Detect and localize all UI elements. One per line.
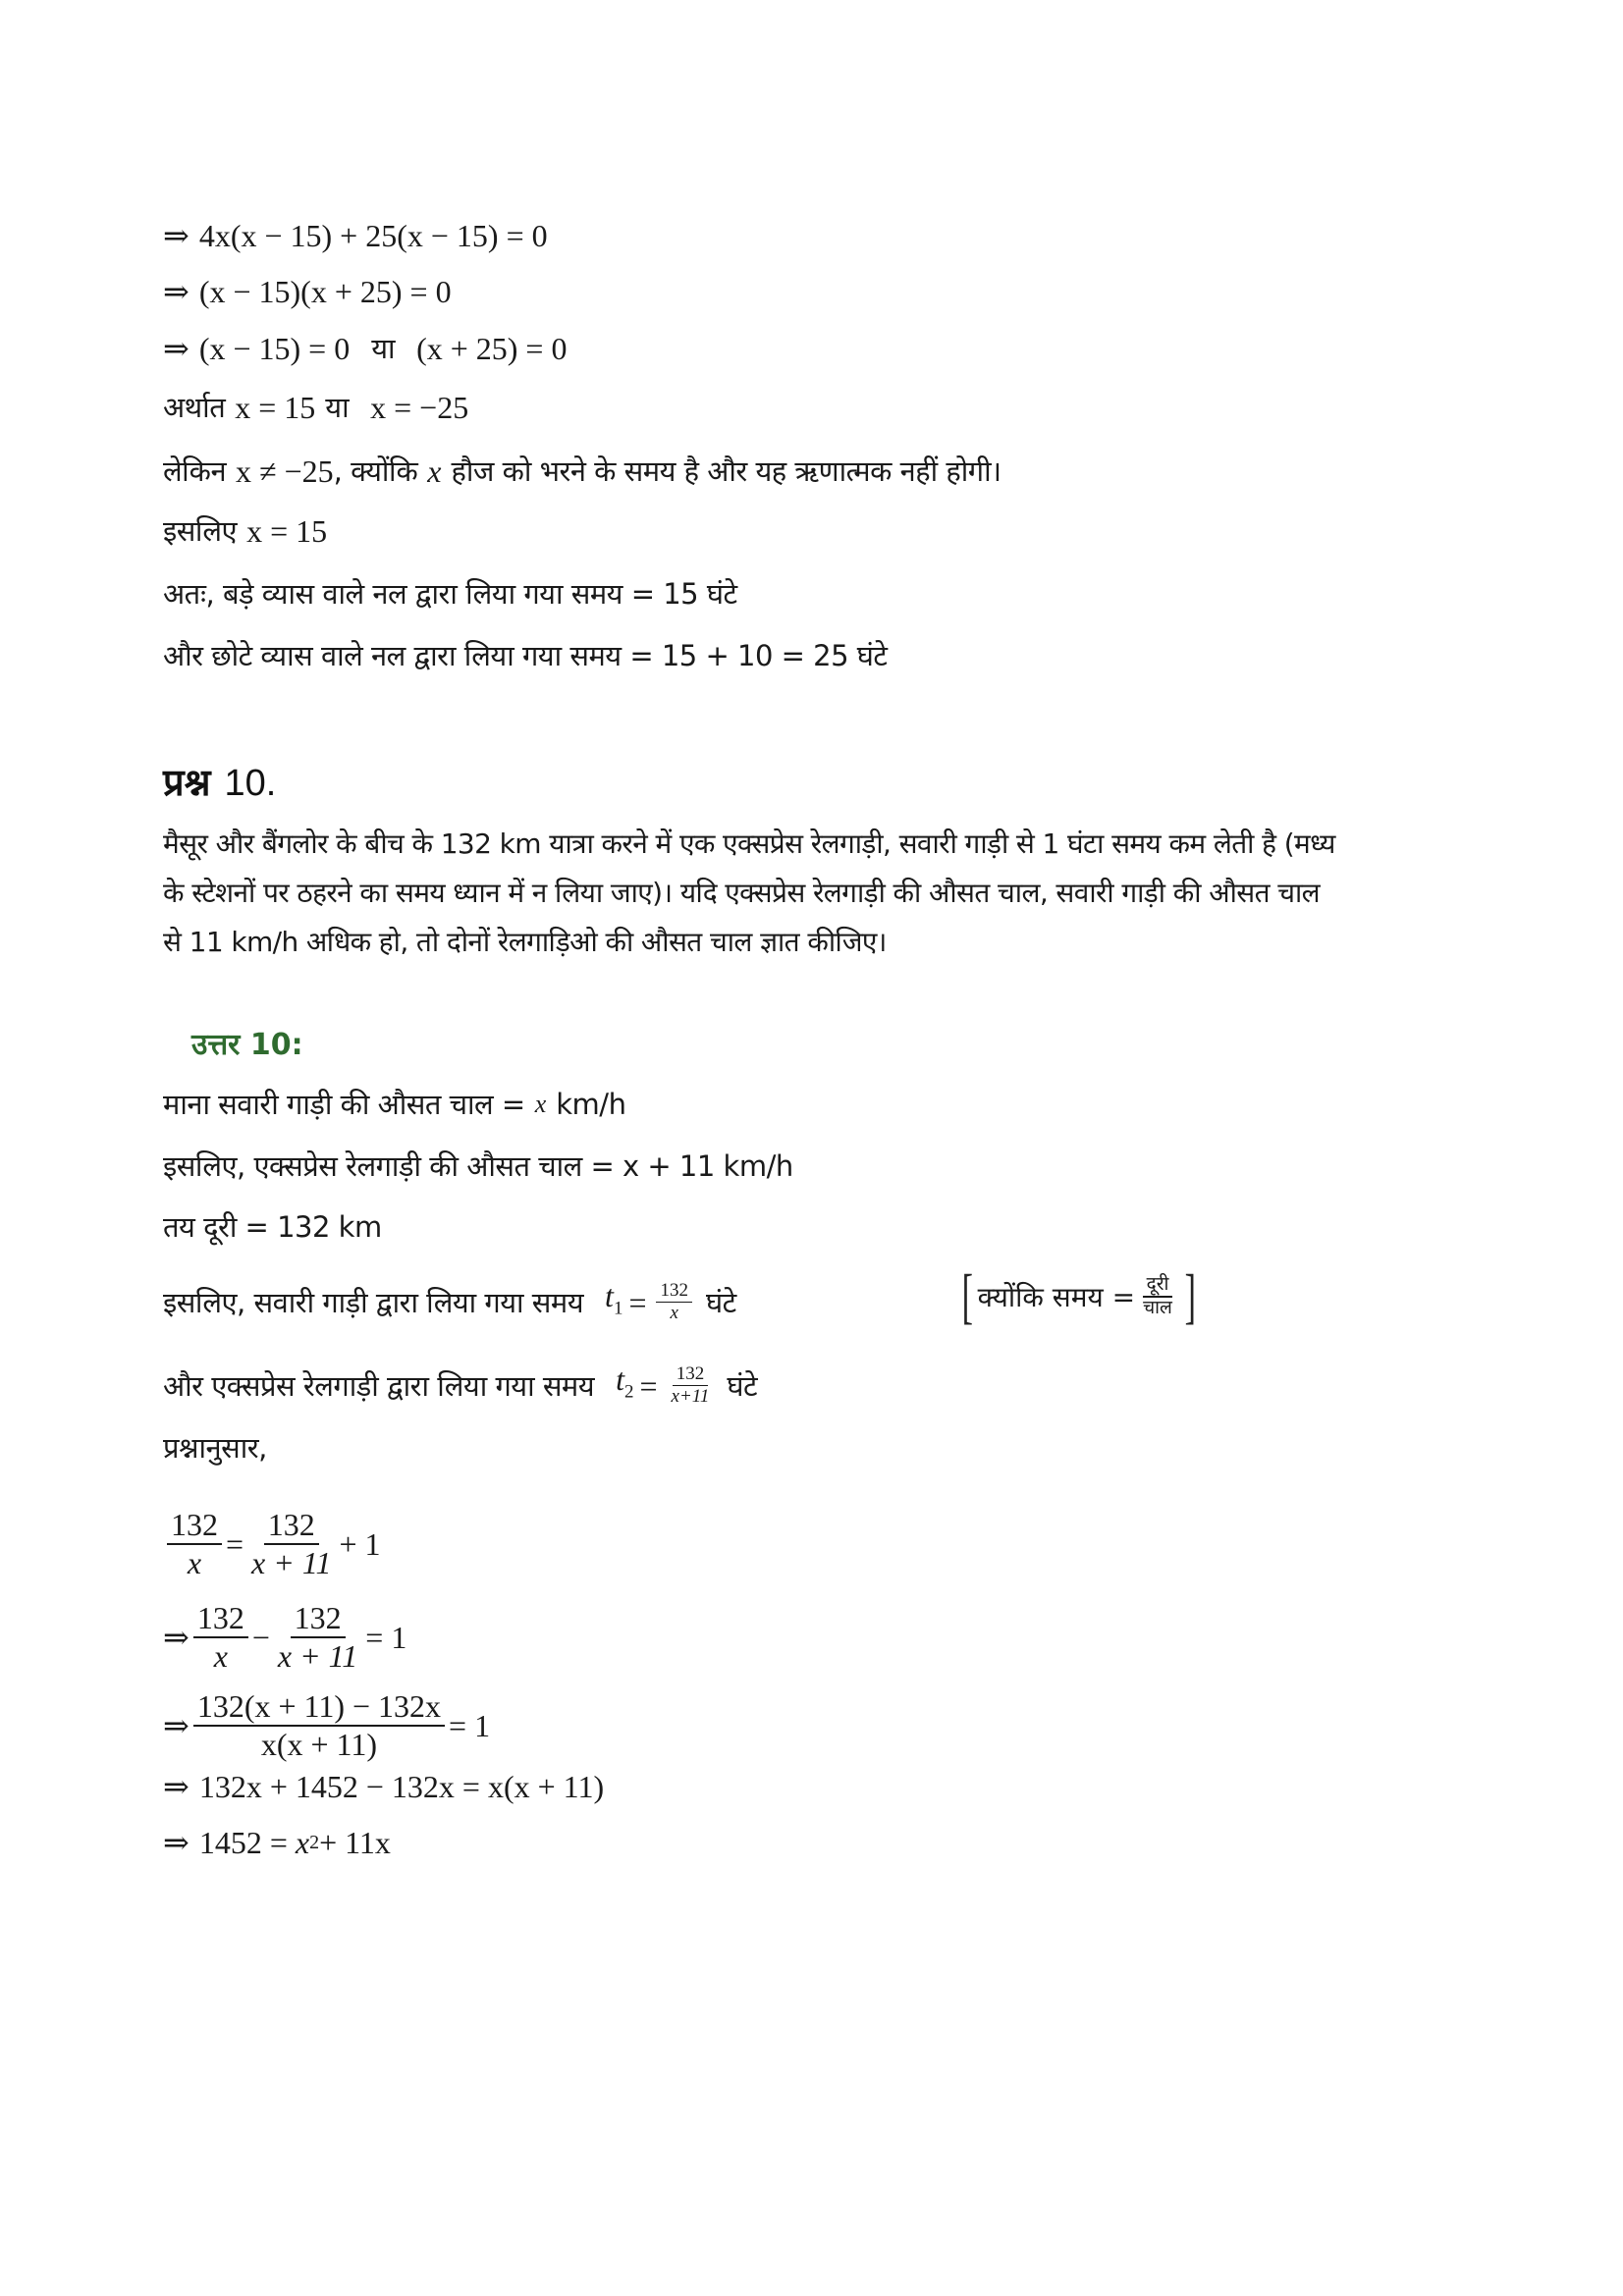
equation: 4x(x − 15) + 25(x − 15) = 0 (198, 218, 548, 253)
solution-line-3 (163, 329, 567, 368)
equation: (x + 25) = 0 (416, 331, 568, 366)
question-number: 10. (224, 763, 277, 804)
left-bracket: [ (961, 1263, 974, 1330)
solution-line-8 (163, 636, 888, 675)
equation-2: ⇒ $\frac{132}{x}$ − $\frac{132}{x + 11}$ = 1 (163, 1600, 407, 1674)
text: और छोटे व्यास वाले नल द्वारा लिया गया समय = 15 + 10 = 25 घंटे (163, 639, 888, 672)
denominator: x+11 (671, 1386, 710, 1408)
text: इसलिए (163, 514, 238, 548)
text: हौज को भरने के समय है और यह ऋणात्मक नहीं होगी। (451, 454, 1001, 488)
solution-line-5 (163, 452, 1001, 491)
unit: घंटे (727, 1368, 758, 1403)
question-label: प्रश्न (163, 761, 211, 804)
text: तय दूरी = 132 km (163, 1210, 382, 1244)
right-bracket: ] (1184, 1263, 1196, 1330)
text: , क्योंकि (333, 454, 418, 488)
equation-5: ⇒ 1452 = x 2 + 11x (163, 1825, 391, 1860)
equation: x = 15 (246, 513, 328, 549)
text: प्रश्नानुसार, (163, 1431, 267, 1465)
time-variable: $t_1$ (605, 1278, 623, 1319)
fraction: $\frac{132}{x + 11}$ (251, 1507, 332, 1580)
implies-symbol: ⇒ (163, 1825, 189, 1860)
connector-text: या (325, 391, 350, 424)
equation: x = −25 (370, 390, 469, 425)
fraction (656, 1280, 692, 1324)
text: और एक्सप्रेस रेलगाड़ी द्वारा लिया गया समय (163, 1368, 595, 1403)
numerator: 132 (673, 1363, 709, 1386)
answer-step-1 (163, 1085, 625, 1124)
equation: (x − 15)(x + 25) = 0 (198, 274, 452, 309)
fraction (1139, 1274, 1176, 1319)
equation: x = 15 (235, 390, 316, 425)
answer-step-6 (163, 1428, 267, 1468)
unit: घंटे (705, 1285, 736, 1319)
denominator: चाल (1143, 1297, 1172, 1318)
answer-step-2 (163, 1147, 793, 1186)
variable: x (534, 1090, 547, 1118)
implies-symbol: ⇒ (163, 331, 189, 366)
answer-step-3 (163, 1207, 382, 1247)
unit: km/h (556, 1088, 626, 1121)
formula-note (957, 1263, 1201, 1330)
note-text: क्योंकि समय = (977, 1281, 1136, 1313)
text: इसलिए, सवारी गाड़ी द्वारा लिया गया समय (163, 1285, 584, 1319)
implies-symbol: ⇒ (163, 1707, 189, 1743)
connector-text: या (371, 332, 396, 365)
equation-3: ⇒ $\frac{132(x + 11) - 132x}{x(x + 11)}$ = 1 (163, 1688, 491, 1762)
implies-symbol: ⇒ (163, 1769, 189, 1804)
equation: x ≠ −25 (236, 454, 334, 489)
fraction: $\frac{132}{x + 11}$ (277, 1600, 358, 1674)
answer-heading: उत्तर 10: (191, 1028, 303, 1062)
text: माना सवारी गाड़ी की औसत चाल = (163, 1088, 525, 1121)
time-variable: $t_2$ (616, 1362, 634, 1403)
solution-line-2 (163, 272, 452, 311)
answer-step-5: और एक्सप्रेस रेलगाड़ी द्वारा लिया गया समय $t_2$ = $\frac{132}{x+11}$ घंटे (163, 1360, 757, 1412)
equation: (x − 15) = 0 (198, 331, 351, 366)
implies-symbol: ⇒ (163, 1619, 189, 1655)
implies-symbol: ⇒ (163, 218, 189, 253)
solution-line-1 (163, 216, 548, 255)
solution-line-7 (163, 574, 737, 614)
text: अतः, बड़े व्यास वाले नल द्वारा लिया गया समय = 15 घंटे (163, 577, 737, 611)
equation-1: $\frac{132}{x}$ = $\frac{132}{x + 11}$ + 1 (163, 1507, 381, 1581)
variable: x (427, 454, 442, 489)
denominator: x (670, 1303, 678, 1324)
equation: 132x + 1452 − 132x = x(x + 11) (198, 1769, 605, 1804)
text: इसलिए, एक्सप्रेस रेलगाड़ी की औसत चाल = x + 11 km/h (163, 1149, 793, 1183)
fraction: $\frac{132}{x}$ (193, 1600, 248, 1675)
answer-step-4: इसलिए, सवारी गाड़ी द्वारा लिया गया समय $t_1$ = $\frac{132}{x}$ घंटे (163, 1276, 736, 1328)
fraction: $\frac{132(x + 11) - 132x}{x(x + 11)}$ (193, 1688, 445, 1763)
question-text: मैसूर और बैंगलोर के बीच के 132 km यात्रा करने में एक एक्सप्रेस रेलगाड़ी, सवारी गाड़ी से 1 घंटा समय कम लेती है (मध्य के स्टेशनों पर ठहरने का समय ध्यान में न लिया जाए)। यदि एक्सप्रेस रेलगाड़ी की औसत चाल, सवारी गाड़ी की औसत चाल से 11 km/h अधिक हो, तो दोनों रेलगाड़िओ की औसत चाल ज्ञात कीजिए। (163, 828, 1335, 958)
text: अर्थात (163, 391, 226, 424)
solution-line-4 (163, 388, 468, 427)
solution-line-6 (163, 511, 327, 551)
fraction (668, 1363, 714, 1408)
implies-symbol: ⇒ (163, 274, 189, 309)
fraction: $\frac{132}{x}$ (167, 1507, 222, 1581)
text: लेकिन (163, 454, 227, 488)
numerator: दूरी (1143, 1274, 1173, 1298)
question-heading (163, 756, 276, 807)
variable: x (295, 1825, 310, 1860)
equation-4 (163, 1767, 604, 1806)
numerator: 132 (656, 1280, 692, 1303)
